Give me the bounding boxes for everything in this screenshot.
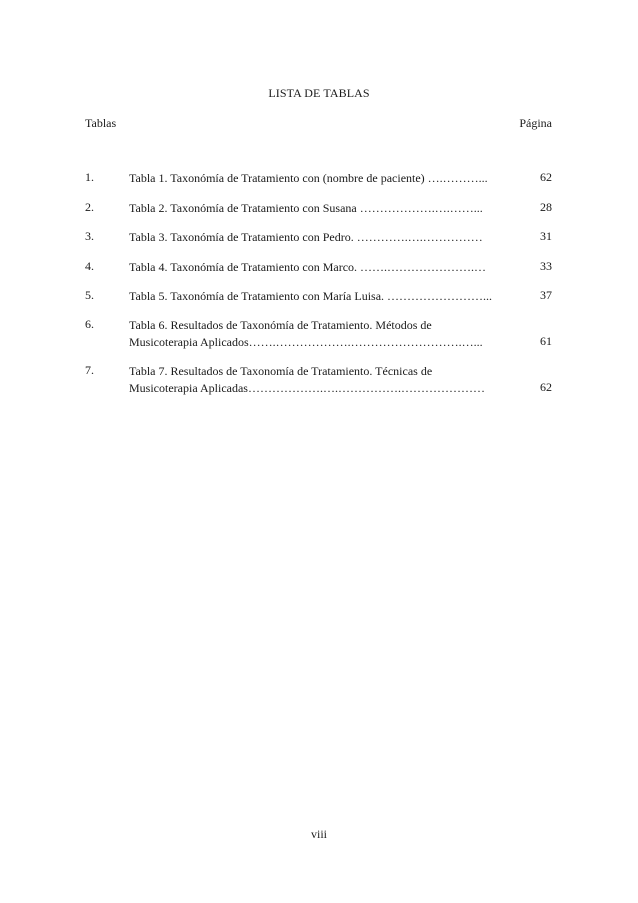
entry-title-line: Tabla 3. Taxonómía de Tratamiento con Pedro. ………….….…………… (129, 230, 483, 244)
entry-title (129, 200, 524, 217)
entry-title-line: Tabla 2. Taxonómía de Tratamiento con Susana ……………….….……... (129, 201, 483, 215)
entry-title-line: Tabla 1. Taxonómía de Tratamiento con (nombre de paciente) ….………... (129, 171, 488, 185)
column-header-tables: Tablas (85, 116, 117, 130)
entry-number: 2. (85, 200, 94, 214)
entry-title (129, 229, 524, 246)
entry-title-line: Musicoterapia Aplicados…….……………….……………………….…... (129, 335, 483, 349)
footer-page-number: viii (310, 827, 327, 841)
entry-number: 1. (85, 170, 94, 184)
entry-title-line: Tabla 5. Taxonómía de Tratamiento con María Luisa. ……………………... (129, 289, 493, 303)
entry-title (129, 363, 524, 397)
entry-number: 4. (85, 259, 94, 273)
entry-title-line: Tabla 7. Resultados de Taxonomía de Tratamiento. Técnicas de (129, 364, 433, 378)
page-title: LISTA DE TABLAS (268, 86, 370, 100)
entry-title-line: Tabla 4. Taxonómía de Tratamiento con Marco. …….………………….… (129, 260, 487, 274)
entry-page-number: 37 (540, 288, 552, 302)
entry-number: 6. (85, 317, 94, 331)
entry-number: 3. (85, 229, 94, 243)
entry-title-line: Musicoterapia Aplicadas……………….….…………….………………… (129, 381, 485, 395)
entry-title (129, 317, 524, 351)
entry-page-number: 61 (540, 334, 552, 348)
entry-page-number: 33 (540, 259, 552, 273)
entry-title (129, 170, 524, 187)
entry-page-number: 62 (540, 380, 552, 394)
entry-title-line: Tabla 6. Resultados de Taxonómía de Tratamiento. Métodos de (129, 318, 432, 332)
entry-title (129, 259, 524, 276)
entry-number: 5. (85, 288, 94, 302)
entry-page-number: 28 (540, 200, 552, 214)
entry-number: 7. (85, 363, 94, 377)
column-header-page: Página (519, 116, 552, 130)
entry-page-number: 62 (540, 170, 552, 184)
entry-title (129, 288, 524, 305)
entry-page-number: 31 (540, 229, 552, 243)
